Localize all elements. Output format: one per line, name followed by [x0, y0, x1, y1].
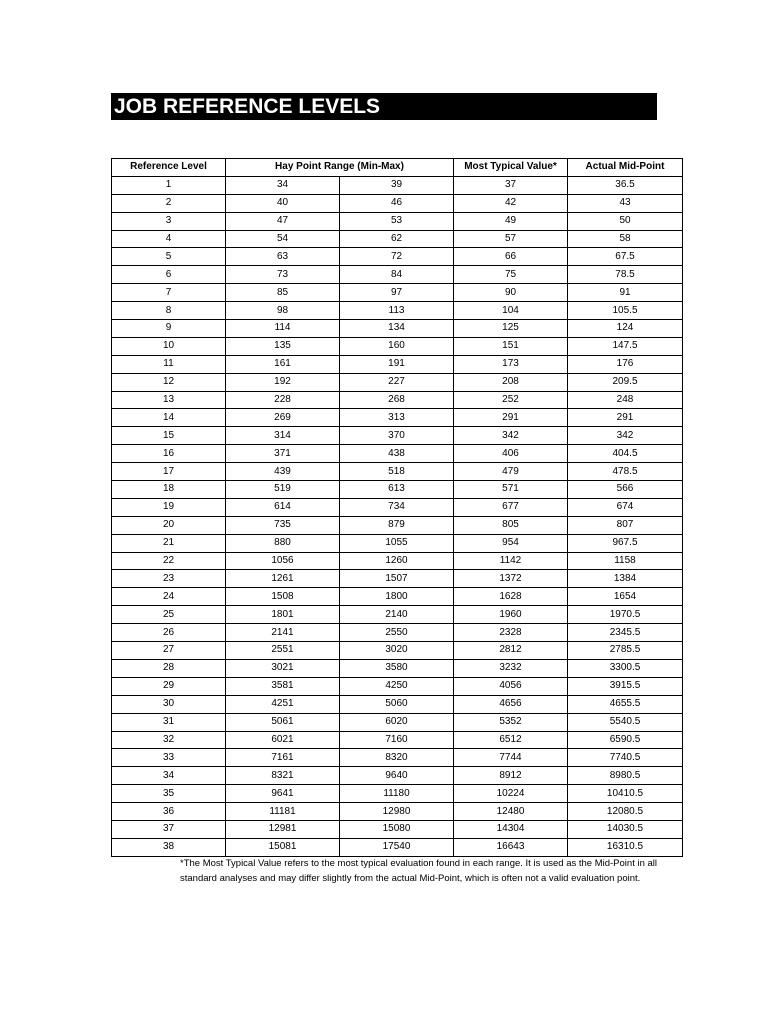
cell-actual-mid-point: 91 [568, 284, 683, 302]
cell-hay-point-max: 7160 [340, 731, 454, 749]
cell-hay-point-max: 734 [340, 498, 454, 516]
cell-actual-mid-point: 1970.5 [568, 606, 683, 624]
cell-hay-point-min: 85 [226, 284, 340, 302]
cell-hay-point-min: 735 [226, 516, 340, 534]
cell-reference-level: 8 [112, 302, 226, 320]
cell-most-typical-value: 7744 [454, 749, 568, 767]
cell-most-typical-value: 805 [454, 516, 568, 534]
cell-actual-mid-point: 147.5 [568, 337, 683, 355]
table-row [112, 355, 683, 373]
cell-actual-mid-point: 1654 [568, 588, 683, 606]
cell-reference-level: 11 [112, 355, 226, 373]
cell-hay-point-min: 47 [226, 212, 340, 230]
cell-reference-level: 27 [112, 642, 226, 660]
cell-reference-level: 13 [112, 391, 226, 409]
table-row [112, 677, 683, 695]
cell-hay-point-min: 314 [226, 427, 340, 445]
cell-reference-level: 14 [112, 409, 226, 427]
cell-reference-level: 26 [112, 624, 226, 642]
page-title: JOB REFERENCE LEVELS [111, 93, 657, 120]
cell-reference-level: 5 [112, 248, 226, 266]
table-row [112, 176, 683, 194]
footnote [180, 856, 680, 886]
table-row [112, 481, 683, 499]
cell-most-typical-value: 1960 [454, 606, 568, 624]
cell-actual-mid-point: 2345.5 [568, 624, 683, 642]
table-row [112, 337, 683, 355]
table-row [112, 463, 683, 481]
cell-hay-point-max: 2140 [340, 606, 454, 624]
cell-actual-mid-point: 105.5 [568, 302, 683, 320]
cell-actual-mid-point: 342 [568, 427, 683, 445]
table-row [112, 731, 683, 749]
cell-hay-point-max: 46 [340, 194, 454, 212]
cell-hay-point-min: 12981 [226, 820, 340, 838]
cell-most-typical-value: 3232 [454, 659, 568, 677]
cell-most-typical-value: 173 [454, 355, 568, 373]
cell-most-typical-value: 37 [454, 176, 568, 194]
cell-reference-level: 31 [112, 713, 226, 731]
cell-hay-point-min: 3581 [226, 677, 340, 695]
header-actual-mid-point: Actual Mid-Point [568, 159, 683, 177]
cell-actual-mid-point: 4655.5 [568, 695, 683, 713]
table-row [112, 302, 683, 320]
cell-hay-point-min: 5061 [226, 713, 340, 731]
cell-hay-point-max: 97 [340, 284, 454, 302]
header-hay-point-range: Hay Point Range (Min-Max) [226, 159, 454, 177]
cell-reference-level: 23 [112, 570, 226, 588]
cell-hay-point-min: 135 [226, 337, 340, 355]
cell-hay-point-min: 439 [226, 463, 340, 481]
cell-reference-level: 22 [112, 552, 226, 570]
cell-hay-point-min: 161 [226, 355, 340, 373]
cell-actual-mid-point: 78.5 [568, 266, 683, 284]
table-row [112, 391, 683, 409]
table-row [112, 606, 683, 624]
cell-hay-point-max: 879 [340, 516, 454, 534]
cell-actual-mid-point: 58 [568, 230, 683, 248]
cell-hay-point-max: 17540 [340, 838, 454, 856]
cell-most-typical-value: 125 [454, 320, 568, 338]
cell-most-typical-value: 66 [454, 248, 568, 266]
cell-actual-mid-point: 7740.5 [568, 749, 683, 767]
table-row [112, 749, 683, 767]
cell-hay-point-max: 370 [340, 427, 454, 445]
cell-hay-point-max: 2550 [340, 624, 454, 642]
table-row [112, 642, 683, 660]
cell-reference-level: 20 [112, 516, 226, 534]
table-row [112, 820, 683, 838]
cell-actual-mid-point: 43 [568, 194, 683, 212]
cell-hay-point-max: 134 [340, 320, 454, 338]
cell-most-typical-value: 75 [454, 266, 568, 284]
cell-most-typical-value: 1142 [454, 552, 568, 570]
cell-actual-mid-point: 2785.5 [568, 642, 683, 660]
cell-hay-point-min: 2551 [226, 642, 340, 660]
cell-reference-level: 34 [112, 767, 226, 785]
cell-actual-mid-point: 566 [568, 481, 683, 499]
cell-actual-mid-point: 12080.5 [568, 803, 683, 821]
cell-hay-point-max: 39 [340, 176, 454, 194]
cell-actual-mid-point: 209.5 [568, 373, 683, 391]
cell-reference-level: 25 [112, 606, 226, 624]
cell-reference-level: 37 [112, 820, 226, 838]
cell-most-typical-value: 479 [454, 463, 568, 481]
cell-most-typical-value: 14304 [454, 820, 568, 838]
cell-hay-point-min: 1801 [226, 606, 340, 624]
table-row [112, 695, 683, 713]
cell-hay-point-min: 7161 [226, 749, 340, 767]
cell-hay-point-max: 160 [340, 337, 454, 355]
cell-most-typical-value: 16643 [454, 838, 568, 856]
cell-hay-point-min: 98 [226, 302, 340, 320]
cell-hay-point-max: 438 [340, 445, 454, 463]
cell-reference-level: 12 [112, 373, 226, 391]
job-reference-levels-table [111, 158, 683, 857]
table-row [112, 659, 683, 677]
cell-actual-mid-point: 8980.5 [568, 767, 683, 785]
cell-most-typical-value: 2328 [454, 624, 568, 642]
cell-most-typical-value: 954 [454, 534, 568, 552]
table-row [112, 803, 683, 821]
cell-most-typical-value: 4656 [454, 695, 568, 713]
cell-reference-level: 38 [112, 838, 226, 856]
cell-actual-mid-point: 3915.5 [568, 677, 683, 695]
footnote-line-1: *The Most Typical Value refers to the most typical evaluation found in each range. It is used as the Mid-Point in all [180, 858, 658, 869]
cell-actual-mid-point: 478.5 [568, 463, 683, 481]
cell-hay-point-max: 8320 [340, 749, 454, 767]
cell-reference-level: 19 [112, 498, 226, 516]
cell-reference-level: 16 [112, 445, 226, 463]
cell-most-typical-value: 42 [454, 194, 568, 212]
cell-reference-level: 9 [112, 320, 226, 338]
table-row [112, 785, 683, 803]
cell-most-typical-value: 1372 [454, 570, 568, 588]
cell-actual-mid-point: 1384 [568, 570, 683, 588]
cell-most-typical-value: 677 [454, 498, 568, 516]
table-row [112, 624, 683, 642]
cell-actual-mid-point: 1158 [568, 552, 683, 570]
cell-hay-point-max: 113 [340, 302, 454, 320]
table-row [112, 552, 683, 570]
cell-most-typical-value: 4056 [454, 677, 568, 695]
cell-hay-point-max: 12980 [340, 803, 454, 821]
table-row [112, 194, 683, 212]
cell-most-typical-value: 252 [454, 391, 568, 409]
cell-hay-point-min: 34 [226, 176, 340, 194]
table-row [112, 373, 683, 391]
table-row [112, 230, 683, 248]
cell-hay-point-min: 73 [226, 266, 340, 284]
cell-hay-point-max: 84 [340, 266, 454, 284]
cell-hay-point-min: 1508 [226, 588, 340, 606]
cell-actual-mid-point: 50 [568, 212, 683, 230]
table-row [112, 320, 683, 338]
cell-hay-point-min: 8321 [226, 767, 340, 785]
cell-most-typical-value: 5352 [454, 713, 568, 731]
cell-actual-mid-point: 36.5 [568, 176, 683, 194]
cell-reference-level: 17 [112, 463, 226, 481]
cell-reference-level: 24 [112, 588, 226, 606]
table-row [112, 248, 683, 266]
cell-actual-mid-point: 807 [568, 516, 683, 534]
cell-hay-point-max: 3020 [340, 642, 454, 660]
cell-hay-point-min: 880 [226, 534, 340, 552]
cell-most-typical-value: 342 [454, 427, 568, 445]
cell-hay-point-min: 269 [226, 409, 340, 427]
cell-reference-level: 21 [112, 534, 226, 552]
cell-most-typical-value: 57 [454, 230, 568, 248]
cell-actual-mid-point: 248 [568, 391, 683, 409]
cell-hay-point-max: 268 [340, 391, 454, 409]
cell-most-typical-value: 90 [454, 284, 568, 302]
table-row [112, 588, 683, 606]
cell-hay-point-min: 4251 [226, 695, 340, 713]
cell-reference-level: 6 [112, 266, 226, 284]
cell-actual-mid-point: 5540.5 [568, 713, 683, 731]
cell-most-typical-value: 571 [454, 481, 568, 499]
table-header [112, 159, 683, 177]
table-row [112, 266, 683, 284]
cell-most-typical-value: 208 [454, 373, 568, 391]
table-row [112, 445, 683, 463]
cell-actual-mid-point: 124 [568, 320, 683, 338]
cell-actual-mid-point: 404.5 [568, 445, 683, 463]
cell-most-typical-value: 12480 [454, 803, 568, 821]
cell-hay-point-min: 40 [226, 194, 340, 212]
cell-reference-level: 18 [112, 481, 226, 499]
cell-hay-point-max: 62 [340, 230, 454, 248]
cell-hay-point-max: 6020 [340, 713, 454, 731]
cell-reference-level: 7 [112, 284, 226, 302]
cell-hay-point-min: 114 [226, 320, 340, 338]
cell-hay-point-max: 313 [340, 409, 454, 427]
cell-reference-level: 35 [112, 785, 226, 803]
cell-actual-mid-point: 14030.5 [568, 820, 683, 838]
cell-hay-point-min: 11181 [226, 803, 340, 821]
cell-reference-level: 30 [112, 695, 226, 713]
cell-hay-point-min: 15081 [226, 838, 340, 856]
cell-hay-point-max: 227 [340, 373, 454, 391]
cell-hay-point-max: 11180 [340, 785, 454, 803]
cell-hay-point-max: 1507 [340, 570, 454, 588]
cell-hay-point-min: 9641 [226, 785, 340, 803]
cell-hay-point-min: 519 [226, 481, 340, 499]
cell-actual-mid-point: 674 [568, 498, 683, 516]
cell-most-typical-value: 406 [454, 445, 568, 463]
cell-hay-point-min: 1056 [226, 552, 340, 570]
cell-reference-level: 2 [112, 194, 226, 212]
cell-hay-point-max: 1260 [340, 552, 454, 570]
table-row [112, 284, 683, 302]
cell-hay-point-min: 371 [226, 445, 340, 463]
cell-hay-point-max: 4250 [340, 677, 454, 695]
cell-hay-point-max: 613 [340, 481, 454, 499]
table-row [112, 767, 683, 785]
cell-reference-level: 36 [112, 803, 226, 821]
cell-reference-level: 15 [112, 427, 226, 445]
cell-hay-point-max: 53 [340, 212, 454, 230]
table-row [112, 838, 683, 856]
header-reference-level: Reference Level [112, 159, 226, 177]
cell-hay-point-min: 228 [226, 391, 340, 409]
cell-hay-point-min: 1261 [226, 570, 340, 588]
cell-reference-level: 29 [112, 677, 226, 695]
cell-most-typical-value: 8912 [454, 767, 568, 785]
cell-hay-point-min: 3021 [226, 659, 340, 677]
cell-hay-point-max: 15080 [340, 820, 454, 838]
cell-hay-point-min: 63 [226, 248, 340, 266]
cell-most-typical-value: 151 [454, 337, 568, 355]
cell-hay-point-min: 54 [226, 230, 340, 248]
table-row [112, 212, 683, 230]
cell-most-typical-value: 49 [454, 212, 568, 230]
cell-hay-point-max: 1800 [340, 588, 454, 606]
cell-hay-point-max: 9640 [340, 767, 454, 785]
cell-hay-point-min: 6021 [226, 731, 340, 749]
cell-hay-point-max: 5060 [340, 695, 454, 713]
cell-hay-point-min: 614 [226, 498, 340, 516]
cell-most-typical-value: 1628 [454, 588, 568, 606]
cell-reference-level: 32 [112, 731, 226, 749]
table-row [112, 534, 683, 552]
cell-reference-level: 3 [112, 212, 226, 230]
cell-actual-mid-point: 10410.5 [568, 785, 683, 803]
cell-actual-mid-point: 291 [568, 409, 683, 427]
cell-most-typical-value: 10224 [454, 785, 568, 803]
table-row [112, 498, 683, 516]
cell-actual-mid-point: 176 [568, 355, 683, 373]
cell-hay-point-max: 518 [340, 463, 454, 481]
table-row [112, 713, 683, 731]
header-most-typical-value: Most Typical Value* [454, 159, 568, 177]
cell-most-typical-value: 2812 [454, 642, 568, 660]
cell-actual-mid-point: 967.5 [568, 534, 683, 552]
cell-reference-level: 28 [112, 659, 226, 677]
cell-hay-point-min: 2141 [226, 624, 340, 642]
cell-hay-point-max: 1055 [340, 534, 454, 552]
header-row [112, 159, 683, 177]
cell-hay-point-max: 72 [340, 248, 454, 266]
table-row [112, 427, 683, 445]
cell-hay-point-min: 192 [226, 373, 340, 391]
cell-reference-level: 33 [112, 749, 226, 767]
cell-actual-mid-point: 67.5 [568, 248, 683, 266]
cell-reference-level: 10 [112, 337, 226, 355]
table-row [112, 570, 683, 588]
cell-hay-point-max: 191 [340, 355, 454, 373]
footnote-line-2: standard analyses and may differ slightly from the actual Mid-Point, which is often not a valid evaluation point. [180, 873, 641, 884]
cell-actual-mid-point: 3300.5 [568, 659, 683, 677]
cell-reference-level: 1 [112, 176, 226, 194]
cell-actual-mid-point: 6590.5 [568, 731, 683, 749]
table-row [112, 409, 683, 427]
cell-actual-mid-point: 16310.5 [568, 838, 683, 856]
table-body [112, 176, 683, 856]
table-row [112, 516, 683, 534]
cell-most-typical-value: 104 [454, 302, 568, 320]
cell-most-typical-value: 6512 [454, 731, 568, 749]
cell-most-typical-value: 291 [454, 409, 568, 427]
cell-reference-level: 4 [112, 230, 226, 248]
cell-hay-point-max: 3580 [340, 659, 454, 677]
